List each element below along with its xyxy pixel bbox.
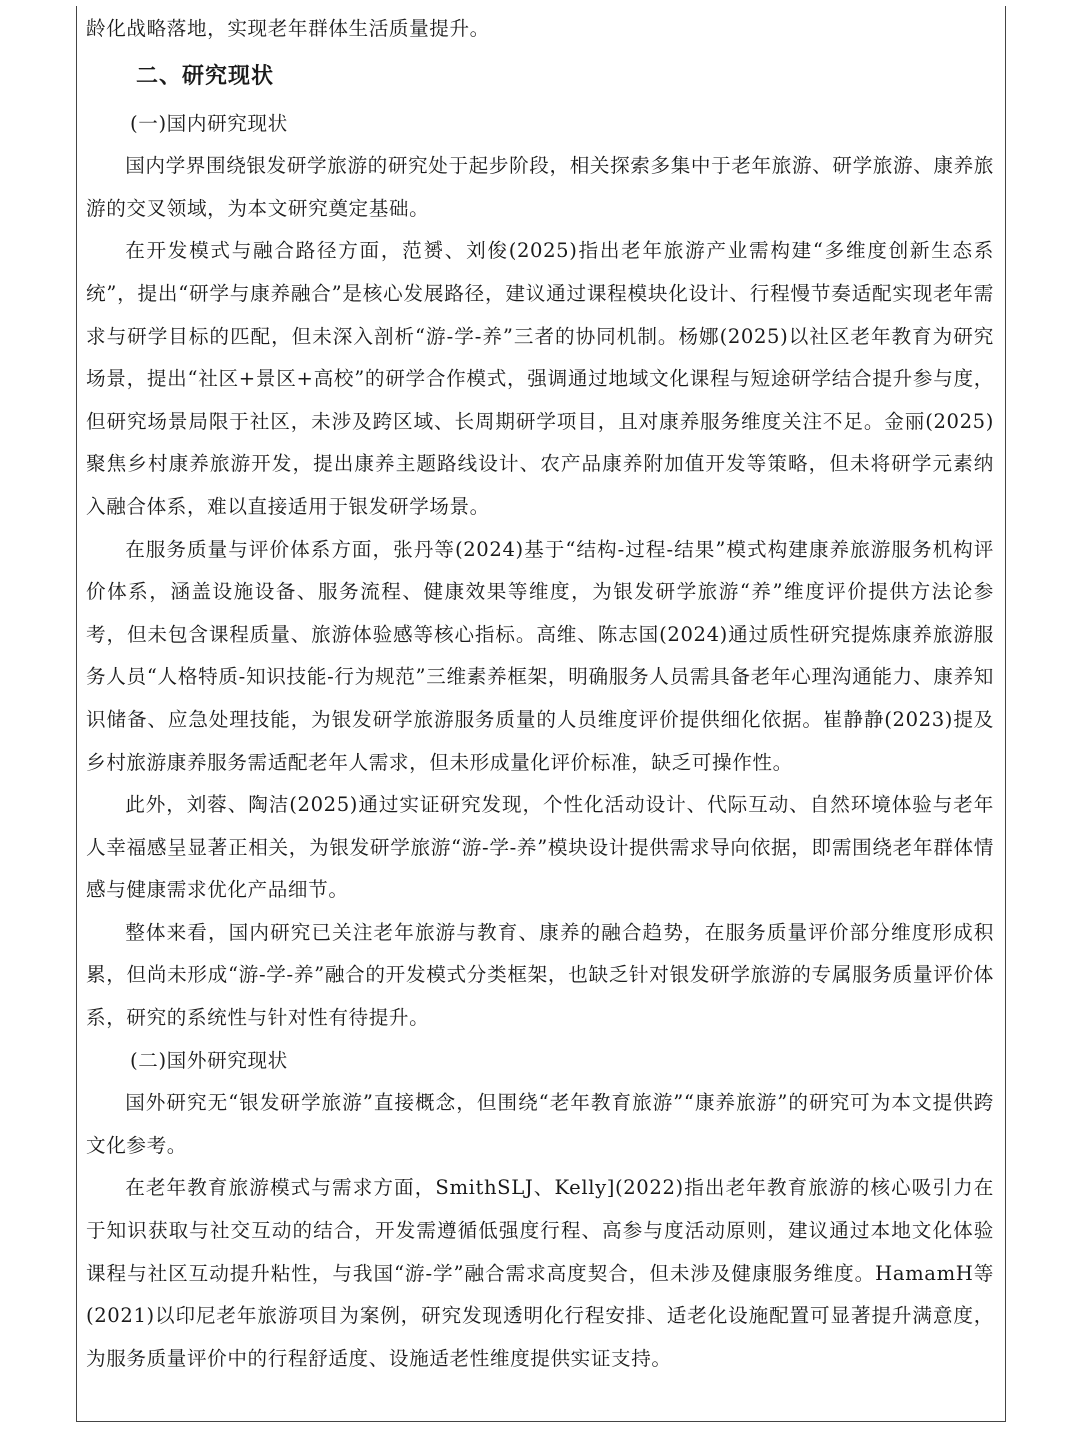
subheading-domestic: (一)国内研究现状 bbox=[130, 111, 288, 135]
paragraph-continuation: 龄化战略落地，实现老年群体生活质量提升。 bbox=[86, 17, 490, 40]
paragraph-service-quality: 在服务质量与评价体系方面，张丹等(2024)基于“结构-过程-结果”模式构建康养旅游服务机构评价体系，涵盖设施设备、服务流程、健康效果等维度，为银发研学旅游“养”维度评价提供方法论参考，但未包含课程质量、旅游体验感等核心指标。高维、陈志国(2024)通过质性研究提炼康养旅游服务人员“人格特质-知识技能-行为规范”三维素养框架，明确服务人员需具备老年心理沟通能力、康养知识储备、应急处理技能，为银发研学旅游服务质量的人员维度评价提供细化依据。崔静静(2023)提及乡村旅游康养服务需适配老年人需求，但未形成量化评价标准，缺乏可操作性。 bbox=[86, 537, 994, 774]
document-body bbox=[86, 8, 994, 1380]
paragraph-development-mode: 在开发模式与融合路径方面，范赟、刘俊(2025)指出老年旅游产业需构建“多维度创新生态系统”，提出“研学与康养融合”是核心发展路径，建议通过课程模块化设计、行程慢节奏适配实现老年需求与研学目标的匹配，但未深入剖析“游-学-养”三者的协同机制。杨娜(2025)以社区老年教育为研究场景，提出“社区+景区+高校”的研学合作模式，强调通过地域文化课程与短途研学结合提升参与度，但研究场景局限于社区，未涉及跨区域、长周期研学项目，且对康养服务维度关注不足。金丽(2025)聚焦乡村康养旅游开发，提出康养主题路线设计、农产品康养附加值开发等策略，但未将研学元素纳入融合体系，难以直接适用于银发研学场景。 bbox=[86, 239, 994, 518]
paragraph-foreign-intro: 国外研究无“银发研学旅游”直接概念，但围绕“老年教育旅游”“康养旅游”的研究可为本文提供跨文化参考。 bbox=[86, 1091, 994, 1157]
paragraph-additionally: 此外，刘蓉、陶洁(2025)通过实证研究发现，个性化活动设计、代际互动、自然环境体验与老年人幸福感呈显著正相关，为银发研学旅游“游-学-养”模块设计提供需求导向依据，即需围绕老年群体情感与健康需求优化产品细节。 bbox=[86, 793, 994, 902]
paragraph-domestic-summary: 整体来看，国内研究已关注老年旅游与教育、康养的融合趋势，在服务质量评价部分维度形成积累，但尚未形成“游-学-养”融合的开发模式分类框架，也缺乏针对银发研学旅游的专属服务质量评价体系，研究的系统性与针对性有待提升。 bbox=[86, 920, 994, 1030]
paragraph-foreign-education-tourism: 在老年教育旅游模式与需求方面，SmithSLJ、Kelly](2022)指出老年教育旅游的核心吸引力在于知识获取与社交互动的结合，开发需遵循低强度行程、高参与度活动原则，建议通过本地文化体验课程与社区互动提升粘性，与我国“游-学”融合需求高度契合，但未涉及健康服务维度。HamamH等(2021)以印尼老年旅游项目为案例，研究发现透明化行程安排、适老化设施配置可显著提升满意度，为服务质量评价中的行程舒适度、设施适老性维度提供实证支持。 bbox=[86, 1176, 994, 1370]
subheading-foreign: (二)国外研究现状 bbox=[130, 1048, 288, 1072]
section-heading-research-status: 二、研究现状 bbox=[136, 63, 275, 89]
paragraph-domestic-intro: 国内学界围绕银发研学旅游的研究处于起步阶段，相关探索多集中于老年旅游、研学旅游、康养旅游的交叉领域，为本文研究奠定基础。 bbox=[86, 154, 994, 220]
